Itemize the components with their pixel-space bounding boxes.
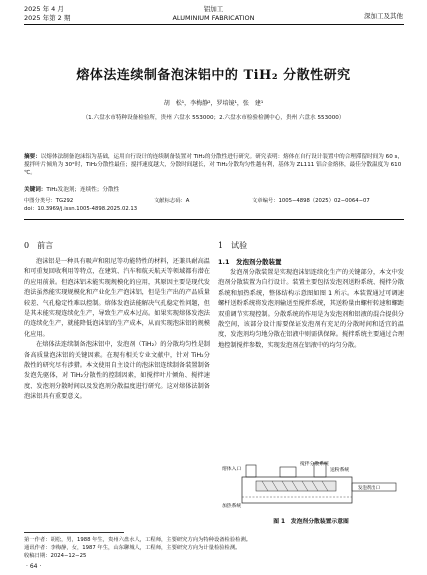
abstract-text: 以熔体法制备泡沫铝为基础，运用自行设计的连续制备装置对 TiH₂的分散性进行研究。研究表明：熔体在自行设计装置中的合理滞留时间为 60 s，搅拌叶片倾角为 30°时，TiH₂分散性最佳；搅拌速度越大，分散时间越长，对 TiH₂分散均匀性越有利，基体为 ZL111 铝合金熔体，最佳分散温度为 610 ℃。 <box>24 154 404 176</box>
melt-inlet <box>246 465 256 477</box>
issue-number: 2025 年第 2 期 <box>24 13 71 22</box>
experiment-heading: 1 试验 <box>218 241 248 250</box>
article-title: 熔体法连续制备泡沫铝中的 TiH₂ 分散性研究 <box>76 68 351 83</box>
keywords-label: 关键词： <box>24 187 47 193</box>
document-code: 文献标志码：A <box>154 198 190 204</box>
footnote-received-date: 收稿日期：2024−12−25 <box>24 553 87 559</box>
footnote-first-author: 第一作者：胡松，男，1988 年生，贵州六盘水人，工程师，主要研究方向为特种设备检验检测。 <box>24 537 252 543</box>
affiliation: （1.六盘水市特种设备检验所，贵州 六盘水 553000；2.六盘水市检验检测中心，贵州 六盘水 553000） <box>82 115 345 121</box>
label-melt-inlet: 熔体入口 <box>222 467 242 472</box>
header-rule <box>24 24 404 25</box>
abstract <box>24 153 404 177</box>
section-name: 深加工及其他 <box>364 12 403 20</box>
footnotes <box>24 536 404 560</box>
label-heating-system: 加热系统 <box>222 504 242 509</box>
left-column <box>24 240 210 403</box>
intro-paragraph-2: 在熔体法连续制备泡沫铝中，发泡剂（TiH₂）的分散均匀性是制备高质量泡沫铝的关键因素。在现有相关专业文献中，针对 TiH₂分散性的研究尽有涉猎。本文使用自主设计的泡沫铝连续制备装置制备发泡先驱体，对 TiH₂分散性的控制因素，如搅拌叶片倾角、搅拌速度、发泡剂分散时间以及发泡剂分散温度进行研究。这对熔体法制备泡沫铝具有重要意义。 <box>24 341 210 401</box>
clc-number: 中图分类号：TG292 <box>24 198 74 204</box>
author-list: 胡 松¹，李梅静²，罗培镜¹，张 建¹ <box>163 100 264 107</box>
journal-name <box>0 5 427 22</box>
meta-rule <box>24 219 404 220</box>
keywords-text: TiH₂发泡剂；连续性；分散性 <box>46 187 120 193</box>
article-meta <box>24 197 404 213</box>
footnote-rule <box>24 532 124 533</box>
figure-caption: 图 1 发泡剂分散装置示意图 <box>273 519 349 525</box>
intro-heading: 0 前言 <box>24 241 54 250</box>
device-schematic-figure <box>222 459 402 509</box>
intro-paragraph-1: 泡沫铝是一种具有吸声和阻尼等功能特性的材料，还兼具耐高温和可重复回收利用等特点，在建筑、汽车和航天航天等领域都有潜在的应用前景。但泡沫铝未能实现规模化的应用，其原因主要是现代发泡法虽然能实现规模化和产业化生产泡沫铝，但是生产出的产品质量较差、气孔稳定性难以控制。熔体发泡法能解决气孔稳定性问题，但是其未能实现连续化生产，导致生产成本过高。如果实现熔体发泡法的连续化生产，就能降低泡沫铝的生产成本，从而实现泡沫铝的规模化应用。 <box>24 258 210 338</box>
stirring-motor <box>280 467 296 477</box>
journal-name-en: ALUMINIUM FABRICATION <box>172 13 255 22</box>
doi: doi：10.3969/j.issn.1005-4898.2025.02.13 <box>24 206 138 212</box>
label-agent-outlet: 发泡剂出口 <box>358 486 380 491</box>
issue-year: 2025 年 4 月 <box>24 5 64 13</box>
keywords <box>24 186 404 194</box>
page-number: · 64 · <box>26 563 42 570</box>
label-stirring-system: 搅拌分散系统 <box>300 462 329 467</box>
abstract-label: 摘要： <box>24 154 41 160</box>
screw-barrel <box>256 481 336 491</box>
experiment-paragraph-1: 发泡剂分散装置是实现泡沫铝连续化生产的关键部分，本文中发泡剂分散装置为自行设计。装置主要包括发泡剂送粉系统、搅拌分散系统和加热系统，整体结构示意图如图 1 所示。本装置通过可调速螺杆送粉系统将发泡剂输送至搅拌系统，其送粉量由螺杆转速和螺距双重调节实现控制。分散系统的作用是为发泡剂和铝液的混合提供分散空间，该部分设计需要保证发泡剂有充足的分散时间和适宜的温度，发泡剂均匀地分散在铝液中则需供保障。搅拌系统主要通过合理地控制搅拌参数，实现发泡剂在铝液中的均匀分散。 <box>218 269 404 349</box>
subsection-heading: 1.1 发泡剂分散装置 <box>218 258 282 266</box>
article-number: 文章编号：1005−4898（2025）02−0064−07 <box>252 198 370 204</box>
label-feed-system: 送粉系统 <box>330 468 350 473</box>
footnote-corresponding-author: 通讯作者：李梅静，女，1987 年生，山东聊城人，工程师，主要研究方向为计量检验检测。 <box>24 545 241 551</box>
journal-name-cn: 铝加工 <box>203 5 224 13</box>
right-column <box>218 240 404 351</box>
